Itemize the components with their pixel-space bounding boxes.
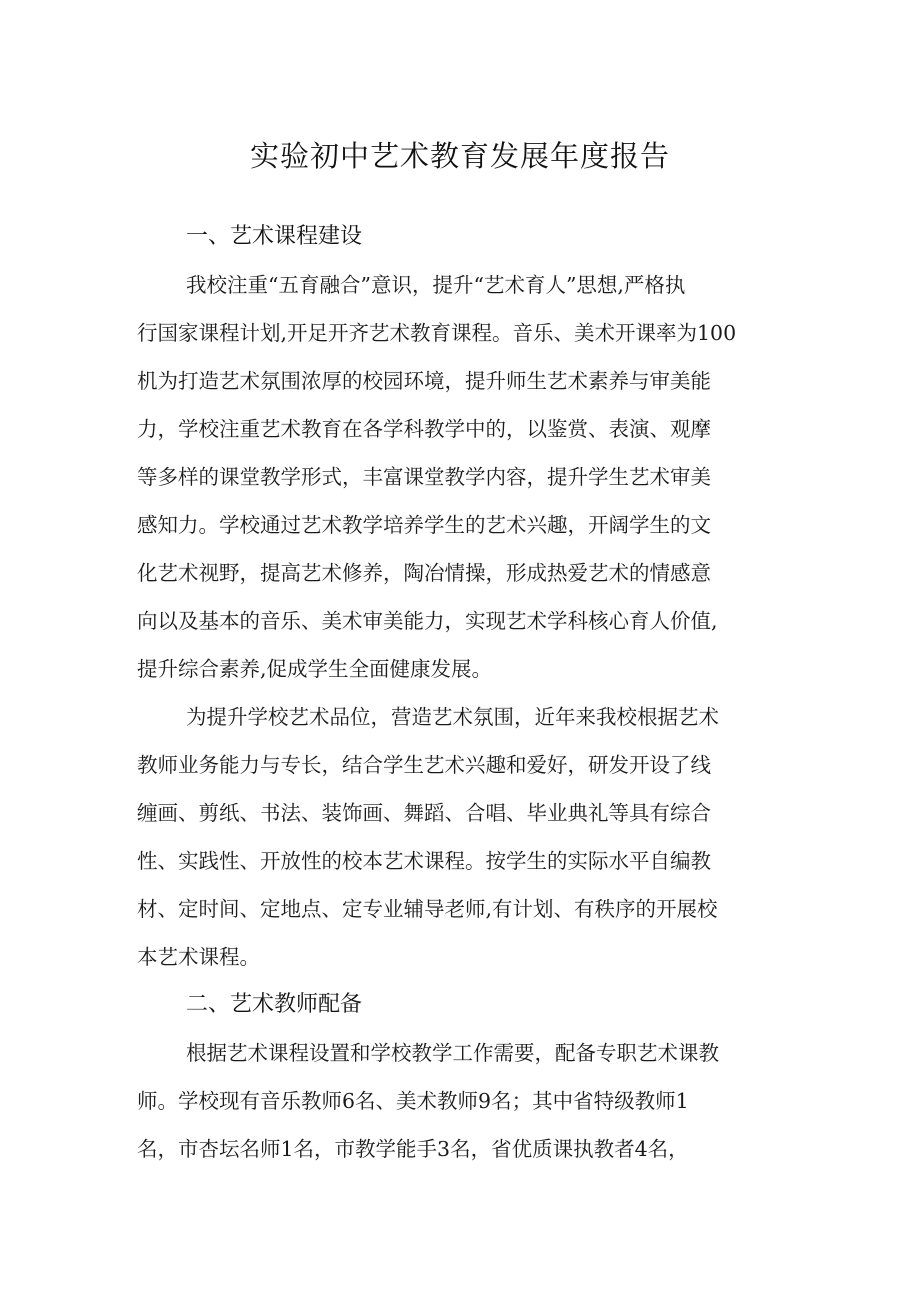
section-heading-2: 二、艺术教师配备	[186, 992, 363, 1017]
text-line: 为提升学校艺术品位，营造艺术氛围，近年来我校根据艺术	[186, 705, 719, 729]
text-line: 提升综合素养,促成学生全面健康发展。	[137, 657, 493, 681]
text-line: 性、实践性、开放性的校本艺术课程。按学生的实际水平自编教	[137, 849, 711, 873]
text-line: 机为打造艺术氛围浓厚的校园环境，提升师生艺术素养与审美能	[137, 369, 711, 393]
text-line: 名，市杏坛名师1名，市教学能手3名，省优质课执教者4名，	[137, 1137, 689, 1161]
text-line: 行国家课程计划,开足开齐艺术教育课程。音乐、美术开课率为100	[137, 321, 737, 345]
text-line: 材、定时间、定地点、定专业辅导老师,有计划、有秩序的开展校	[137, 897, 718, 921]
text-line: 等多样的课堂教学形式，丰富课堂教学内容，提升学生艺术审美	[137, 465, 711, 489]
text-line: 缠画、剪纸、书法、装饰画、舞蹈、合唱、毕业典礼等具有综合	[137, 801, 711, 825]
text-line: 教师业务能力与专长，结合学生艺术兴趣和爱好，研发开设了线	[137, 753, 711, 777]
text-line: 化艺术视野，提高艺术修养，陶冶情操，形成热爱艺术的情感意	[137, 561, 711, 585]
text-line: 感知力。学校通过艺术教学培养学生的艺术兴趣，开阔学生的文	[137, 513, 711, 537]
text-line: 向以及基本的音乐、美术审美能力，实现艺术学科核心育人价值,	[137, 609, 718, 633]
text-line: 本艺术课程。	[137, 945, 260, 969]
text-line: 力，学校注重艺术教育在各学科教学中的，以鉴赏、表演、观摩	[137, 417, 711, 441]
section-heading-1: 一、艺术课程建设	[186, 224, 363, 249]
text-line: 师。学校现有音乐教师6名、美术教师9名；其中省特级教师1	[137, 1089, 689, 1113]
document-title: 实验初中艺术教育发展年度报告	[249, 139, 670, 173]
text-line: 我校注重“五育融合”意识，提升“艺术育人”思想,严格执	[186, 273, 686, 297]
text-line: 根据艺术课程设置和学校教学工作需要，配备专职艺术课教	[186, 1041, 719, 1065]
